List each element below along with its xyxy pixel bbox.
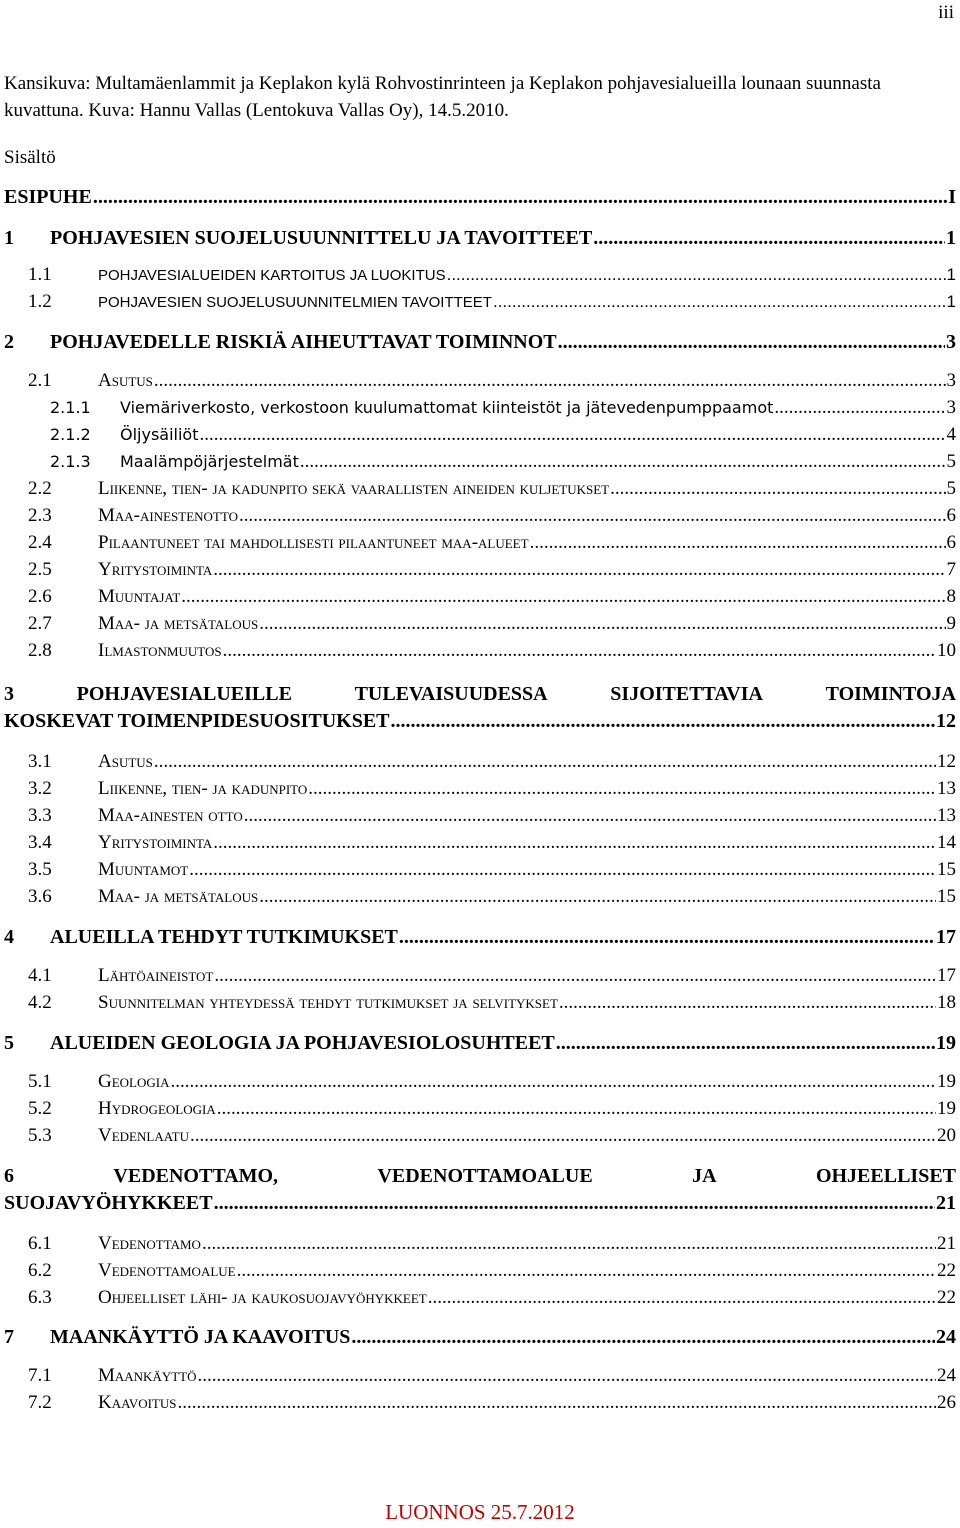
- dot-leader: [300, 451, 946, 473]
- toc-entry-title: Hydrogeologia: [98, 1098, 216, 1119]
- dot-leader: [154, 751, 936, 773]
- toc-entry-title: POHJAVESIALUEIDEN KARTOITUS JA LUOKITUS: [98, 267, 446, 284]
- dot-leader: [178, 1392, 937, 1414]
- toc-entry-number: 2.3: [28, 505, 52, 526]
- toc-entry-1[interactable]: [4, 227, 956, 251]
- toc-entry-page: 1: [946, 227, 956, 249]
- toc-entry-3-6[interactable]: [28, 886, 956, 910]
- toc-entry-number: 6.1: [28, 1233, 52, 1254]
- dot-leader: [198, 1365, 937, 1387]
- dot-leader: [200, 424, 946, 446]
- toc-entry-page: 14: [937, 832, 956, 853]
- toc-entry-word: VEDENOTTAMO,: [113, 1165, 279, 1187]
- dot-leader: [530, 532, 946, 554]
- toc-entry-page: 19: [937, 1071, 956, 1092]
- toc-entry-number: 2.6: [28, 586, 52, 607]
- toc-entry-title: ALUEIDEN GEOLOGIA JA POHJAVESIOLOSUHTEET: [50, 1032, 555, 1054]
- toc-entry-3[interactable]: [4, 683, 956, 734]
- toc-entry-title: Kaavoitus: [98, 1392, 177, 1413]
- toc-entry-page: 13: [937, 778, 956, 799]
- toc-entry-title: Viemäriverkosto, verkostoon kuulumattomat kiinteistöt ja jätevedenpumppaamot: [120, 398, 774, 417]
- toc-entry-6-2[interactable]: [28, 1260, 956, 1284]
- toc-entry-page: 22: [937, 1260, 956, 1281]
- toc-entry-title: Lähtöaineistot: [98, 965, 214, 986]
- dot-leader: [593, 227, 945, 250]
- toc-entry-number: 2: [4, 331, 14, 353]
- toc-entry-number: 2.1.1: [50, 398, 91, 417]
- toc-entry-number: 1.1: [28, 264, 52, 285]
- toc-entry-2-3[interactable]: [28, 505, 956, 529]
- toc-entry-word: JA: [692, 1165, 717, 1187]
- toc-entry-1-1[interactable]: [28, 264, 956, 288]
- toc-entry-number: 4.2: [28, 992, 52, 1013]
- toc-entry-title: Vedenottamo: [98, 1233, 201, 1254]
- toc-entry-title-line2: [4, 1192, 956, 1216]
- toc-entry-title: POHJAVESIEN SUOJELUSUUNNITTELU JA TAVOITTEET: [50, 227, 593, 249]
- toc-entry-page: 1: [946, 292, 956, 311]
- toc-entry-title: Asutus: [98, 751, 153, 772]
- toc-entry-word: TULEVAISUUDESSA: [354, 683, 548, 705]
- toc-entry-title: Liikenne, tien- ja kadunpito: [98, 778, 308, 799]
- dot-leader: [244, 805, 936, 827]
- toc-entry-4-1[interactable]: [28, 965, 956, 989]
- toc-entry-7-1[interactable]: [28, 1365, 956, 1389]
- toc-entry-number: 2.7: [28, 613, 52, 634]
- toc-entry-title: SUOJAVYÖHYKKEET: [4, 1192, 213, 1214]
- toc-entry-title: Maankäyttö: [98, 1365, 197, 1386]
- toc-entry-5-2[interactable]: [28, 1098, 956, 1122]
- toc-entry-2-4[interactable]: [28, 532, 956, 556]
- toc-entry-6[interactable]: [4, 1165, 956, 1216]
- toc-entry-title: POHJAVEDELLE RISKIÄ AIHEUTTAVAT TOIMINNOT: [50, 331, 557, 353]
- toc-entry-number: 3.4: [28, 832, 52, 853]
- toc-entry-page: 20: [937, 1125, 956, 1146]
- toc-entry-title: MAANKÄYTTÖ JA KAAVOITUS: [50, 1326, 351, 1348]
- toc-entry-number: 7.1: [28, 1365, 52, 1386]
- toc-entry-number: 1.2: [28, 291, 52, 312]
- dot-leader: [391, 710, 935, 733]
- toc-entry-number: 2.5: [28, 559, 52, 580]
- toc-entry-esipuhe[interactable]: [4, 186, 956, 210]
- dot-leader: [351, 1326, 935, 1349]
- dot-leader: [190, 1125, 936, 1147]
- dot-leader: [189, 859, 936, 881]
- toc-entry-title: Ohjeelliset lähi- ja kaukosuojavyöhykkeet: [98, 1287, 427, 1308]
- toc-entry-page: 10: [937, 640, 956, 661]
- toc-entry-page: 17: [937, 965, 956, 986]
- toc-entry-number: 2.8: [28, 640, 52, 661]
- toc-entry-number: 3.2: [28, 778, 52, 799]
- toc-entry-number: 3.6: [28, 886, 52, 907]
- dot-leader: [237, 1260, 936, 1282]
- toc-entry-title: Ilmastonmuutos: [98, 640, 222, 661]
- toc-entry-title: Maa-ainesten otto: [98, 805, 243, 826]
- toc-entry-2-5[interactable]: [28, 559, 956, 583]
- toc-entry-page: 19: [936, 1032, 956, 1054]
- toc-entry-page: I: [948, 186, 956, 208]
- toc-entry-number: 6: [4, 1165, 14, 1187]
- dot-leader: [213, 559, 945, 581]
- toc-entry-title: Maa-ainestenotto: [98, 505, 238, 526]
- dot-leader: [447, 265, 946, 285]
- toc-entry-title: Liikenne, tien- ja kadunpito sekä vaarallisten aineiden kuljetukset: [98, 478, 610, 499]
- dot-leader: [558, 331, 945, 354]
- dot-leader: [239, 505, 946, 527]
- dot-leader: [556, 1032, 935, 1055]
- toc-entry-3-4[interactable]: [28, 832, 956, 856]
- toc-entry-title: Suunnitelman yhteydessä tehdyt tutkimukset ja selvitykset: [98, 992, 558, 1013]
- toc-entry-page: 4: [946, 424, 956, 445]
- toc-entry-title: Geologia: [98, 1071, 170, 1092]
- toc-entry-4[interactable]: [4, 926, 956, 950]
- toc-entry-number: 2.4: [28, 532, 52, 553]
- dot-leader: [214, 1192, 935, 1215]
- toc-entry-title: Öljysäiliöt: [120, 425, 199, 444]
- toc-entry-page: 1: [946, 265, 956, 284]
- dot-leader: [559, 992, 936, 1014]
- toc-entry-page: 24: [937, 1365, 956, 1386]
- toc-entry-number: 2.1.3: [50, 452, 91, 471]
- dot-leader: [154, 370, 946, 392]
- toc-entry-title: Maalämpöjärjestelmät: [120, 452, 299, 471]
- dot-leader: [217, 1098, 936, 1120]
- toc-entry-title: ALUEILLA TEHDYT TUTKIMUKSET: [50, 926, 398, 948]
- toc-entry-number: 4.1: [28, 965, 52, 986]
- dot-leader: [428, 1287, 936, 1309]
- toc-entry-title: POHJAVESIEN SUOJELUSUUNNITELMIEN TAVOITTEET: [98, 294, 492, 311]
- toc-entry-number: 7.2: [28, 1392, 52, 1413]
- toc-entry-page: 7: [946, 559, 956, 580]
- toc-entry-number: 7: [4, 1326, 14, 1348]
- dot-leader: [202, 1233, 936, 1255]
- toc-heading: Sisältö: [4, 147, 56, 168]
- toc-entry-title: Vedenottamoalue: [98, 1260, 236, 1281]
- toc-entry-number: 3.1: [28, 751, 52, 772]
- toc-entry-3-5[interactable]: [28, 859, 956, 883]
- toc-entry-2-2[interactable]: [28, 478, 956, 502]
- toc-entry-7[interactable]: [4, 1326, 956, 1350]
- toc-entry-page: 12: [936, 710, 956, 732]
- toc-entry-page: 18: [937, 992, 956, 1013]
- dot-leader: [308, 778, 936, 800]
- toc-entry-2[interactable]: [4, 331, 956, 355]
- toc-entry-1-2[interactable]: [28, 291, 956, 315]
- toc-entry-word: TOIMINTOJA: [825, 683, 956, 705]
- toc-entry-page: 21: [936, 1192, 956, 1214]
- toc-entry-5[interactable]: [4, 1032, 956, 1056]
- toc-entry-page: 5: [946, 478, 956, 499]
- toc-entry-3-3[interactable]: [28, 805, 956, 829]
- cover-caption: Kansikuva: Multamäenlammit ja Keplakon kylä Rohvostinrinteen ja Keplakon pohjavesialueilla lounaan suunnasta kuvattuna. Kuva: Hannu Vallas (Lentokuva Vallas Oy), 14.5.2010.: [4, 73, 881, 121]
- toc-entry-2-1-2[interactable]: [50, 424, 956, 448]
- toc-entry-title: Asutus: [98, 370, 153, 391]
- toc-entry-number: 5.3: [28, 1125, 52, 1146]
- toc-entry-page: 12: [937, 751, 956, 772]
- toc-entry-4-2[interactable]: [28, 992, 956, 1016]
- dot-leader: [181, 586, 945, 608]
- toc-entry-number: 3.3: [28, 805, 52, 826]
- toc-entry-number: 1: [4, 227, 14, 249]
- toc-entry-page: 8: [946, 586, 956, 607]
- toc-entry-page: 24: [936, 1326, 956, 1348]
- toc-entry-2-7[interactable]: [28, 613, 956, 637]
- toc-entry-page: 21: [937, 1233, 956, 1254]
- toc-entry-title: Maa- ja metsätalous: [98, 886, 259, 907]
- toc-entry-2-1-3[interactable]: [50, 451, 956, 475]
- page-number: iii: [938, 2, 954, 23]
- dot-leader: [223, 640, 936, 662]
- toc-entry-title-line2: [4, 710, 956, 734]
- toc-entry-page: 6: [946, 532, 956, 553]
- toc-entry-word: VEDENOTTAMOALUE: [377, 1165, 593, 1187]
- toc-entry-word: POHJAVESIALUEILLE: [76, 683, 292, 705]
- toc-entry-page: 5: [946, 451, 956, 472]
- dot-leader: [214, 965, 936, 987]
- toc-entry-page: 22: [937, 1287, 956, 1308]
- toc-entry-page: 9: [946, 613, 956, 634]
- toc-entry-2-6[interactable]: [28, 586, 956, 610]
- toc-entry-page: 17: [936, 926, 956, 948]
- toc-entry-title: Muuntamot: [98, 859, 189, 880]
- toc-entry-number: 5: [4, 1032, 14, 1054]
- toc-entry-2-1[interactable]: [28, 370, 956, 394]
- toc-entry-6-3[interactable]: [28, 1287, 956, 1311]
- toc-entry-page: 3: [946, 370, 956, 391]
- toc-entry-number: 5.2: [28, 1098, 52, 1119]
- toc-entry-title: Maa- ja metsätalous: [98, 613, 259, 634]
- toc-entry-word: SIJOITETTAVIA: [610, 683, 763, 705]
- toc-entry-number: 5.1: [28, 1071, 52, 1092]
- dot-leader: [213, 832, 936, 854]
- toc-entry-number: 2.1.2: [50, 425, 91, 444]
- toc-entry-title: Muuntajat: [98, 586, 181, 607]
- toc-entry-number: 2.2: [28, 478, 52, 499]
- toc-entry-page: 19: [937, 1098, 956, 1119]
- draft-footer: LUONNOS 25.7.2012: [385, 1500, 575, 1524]
- toc-entry-title: Pilaantuneet tai mahdollisesti pilaantuneet maa-alueet: [98, 532, 529, 553]
- toc-entry-7-2[interactable]: [28, 1392, 956, 1416]
- toc-entry-title: KOSKEVAT TOIMENPIDESUOSITUKSET: [4, 710, 390, 732]
- toc-entry-title: Vedenlaatu: [98, 1125, 189, 1146]
- toc-entry-page: 13: [937, 805, 956, 826]
- dot-leader: [171, 1071, 937, 1093]
- toc-entry-title-line1: [4, 1165, 956, 1192]
- toc-entry-2-8[interactable]: [28, 640, 956, 664]
- toc-entry-number: 3.5: [28, 859, 52, 880]
- toc-entry-title-line1: [4, 683, 956, 710]
- toc-entry-title: Yritystoiminta: [98, 559, 213, 580]
- toc-entry-page: 26: [937, 1392, 956, 1413]
- toc-entry-number: 2.1: [28, 370, 52, 391]
- toc-entry-3-1[interactable]: [28, 751, 956, 775]
- toc-entry-page: 15: [937, 886, 956, 907]
- toc-entry-6-1[interactable]: [28, 1233, 956, 1257]
- toc-entry-page: 3: [946, 331, 956, 353]
- toc-entry-number: 4: [4, 926, 14, 948]
- dot-leader: [259, 613, 945, 635]
- dot-leader: [610, 478, 945, 500]
- toc-entry-5-3[interactable]: [28, 1125, 956, 1149]
- toc-entry-number: 3: [4, 683, 14, 705]
- toc-entry-title: Yritystoiminta: [98, 832, 213, 853]
- toc-entry-5-1[interactable]: [28, 1071, 956, 1095]
- toc-entry-number: 6.2: [28, 1260, 52, 1281]
- dot-leader: [259, 886, 936, 908]
- toc-entry-word: OHJEELLISET: [815, 1165, 956, 1187]
- toc-entry-2-1-1[interactable]: [50, 397, 956, 421]
- toc-entry-page: 15: [937, 859, 956, 880]
- dot-leader: [493, 292, 946, 312]
- toc-entry-page: 6: [946, 505, 956, 526]
- dot-leader: [93, 186, 947, 209]
- toc-entry-3-2[interactable]: [28, 778, 956, 802]
- toc-entry-page: 3: [946, 397, 956, 418]
- dot-leader: [399, 926, 935, 949]
- toc-entry-title: ESIPUHE: [4, 186, 92, 208]
- dot-leader: [774, 397, 945, 419]
- toc-entry-number: 6.3: [28, 1287, 52, 1308]
